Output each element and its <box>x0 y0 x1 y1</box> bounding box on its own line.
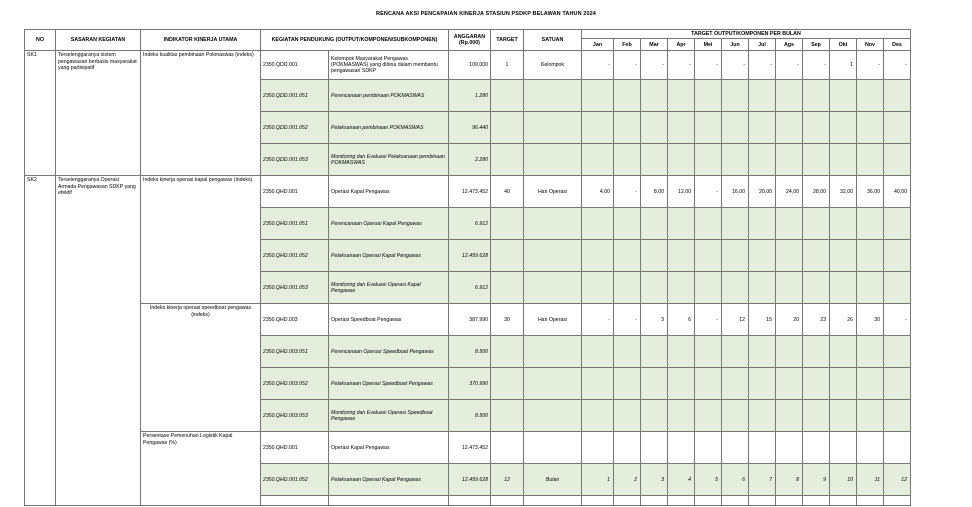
header-month: Jan <box>582 39 614 51</box>
row-month-value: - <box>614 51 641 80</box>
row-code: 2350.QHD.003.051 <box>261 336 329 368</box>
row-kegiatan: Monitoring dan Evaluasi Operasi Speedboat Pengawas <box>329 400 449 432</box>
row-indikator: Persentase Pemenuhan Logistik Kapal Pengawas (%) <box>141 432 261 506</box>
row-month-value: - <box>884 304 911 336</box>
row-anggaran: 12.473.452 <box>449 176 491 208</box>
row-month-value: 10 <box>830 464 857 496</box>
row-month-value: 12 <box>722 304 749 336</box>
row-kegiatan: Pelaksanaan pembinaan POKMASWAS <box>329 112 449 144</box>
header-month: Nov <box>857 39 884 51</box>
row-satuan: Bulan <box>524 464 582 496</box>
row-month-value: - <box>695 304 722 336</box>
row-month-value: 1 <box>582 464 614 496</box>
row-kegiatan: Pelaksanaan Operasi Kapal Pengawas <box>329 240 449 272</box>
header-month: Okt <box>830 39 857 51</box>
table-row <box>25 432 911 464</box>
row-month-value: 23 <box>803 304 830 336</box>
row-month-value: - <box>722 51 749 80</box>
row-month-value: 4 <box>668 464 695 496</box>
row-indikator: Indeks kinerja operasi kapal pengawas (indeks) <box>141 176 261 304</box>
row-month-value: 40,00 <box>884 176 911 208</box>
row-sasaran: Terselenggaranya sistem pengawasan berbasis masyarakat yang partisipatif <box>56 51 141 176</box>
row-kegiatan: Operasi Kapal Pengawas <box>329 176 449 208</box>
row-satuan: Hari Operasi <box>524 176 582 208</box>
row-kegiatan: Monitoring dan Evaluasi Pelaksanaan pembinaan POKMASWAS <box>329 144 449 176</box>
row-kegiatan: Pelaksanaan Operasi Kapal Pengawas <box>329 464 449 496</box>
row-anggaran: 8.500 <box>449 336 491 368</box>
row-target: 1 <box>491 51 524 80</box>
row-indikator: Indeks kinerja operasi speedboat pengawas (indeks) <box>141 304 261 432</box>
row-month-value: - <box>803 51 830 80</box>
row-month-value: - <box>668 51 695 80</box>
row-kegiatan: Operasi Kapal Pengawas <box>329 432 449 464</box>
row-target: 40 <box>491 176 524 208</box>
header-target: TARGET <box>491 30 524 51</box>
row-target: 12 <box>491 464 524 496</box>
header-month: Ags <box>776 39 803 51</box>
row-anggaran: 6.912 <box>449 272 491 304</box>
header-satuan: SATUAN <box>524 30 582 51</box>
row-anggaran: 100.000 <box>449 51 491 80</box>
row-anggaran: 12.459.628 <box>449 464 491 496</box>
row-anggaran: 12.473.452 <box>449 432 491 464</box>
header-month: Mei <box>695 39 722 51</box>
row-month-value: - <box>641 51 668 80</box>
row-month-value: 24,00 <box>776 176 803 208</box>
header-month: Feb <box>614 39 641 51</box>
row-month-value: 36,00 <box>857 176 884 208</box>
action-plan-table <box>24 29 911 506</box>
row-no: SK1 <box>25 51 56 176</box>
row-code: 2350.QHD.001.051 <box>261 208 329 240</box>
row-month-value: 16,00 <box>722 176 749 208</box>
header-anggaran: ANGGARAN (Rp.000) <box>449 30 491 51</box>
row-indikator: Indeks kualitas pembinaan Pokmaswas (indeks) <box>141 51 261 176</box>
row-anggaran: 8.500 <box>449 400 491 432</box>
row-anggaran: 2.280 <box>449 144 491 176</box>
header-indikator: INDIKATOR KINERJA UTAMA <box>141 30 261 51</box>
row-month-value: - <box>695 51 722 80</box>
row-month-value: 12,00 <box>668 176 695 208</box>
row-month-value: 28,00 <box>803 176 830 208</box>
row-code: 2350.QHD.001.053 <box>261 272 329 304</box>
table-row <box>25 304 911 336</box>
row-month-value: - <box>857 51 884 80</box>
row-kegiatan: Kelompok Masyarakat Pengawas (POKMASWAS) yang dibina dalam membantu pengawasan SDKP <box>329 51 449 80</box>
row-month-value: 6 <box>668 304 695 336</box>
row-kegiatan: Pelaksanaan Operasi Speedboat Pengawas <box>329 368 449 400</box>
row-code: 2350.QHD.003 <box>261 304 329 336</box>
row-anggaran: 96.440 <box>449 112 491 144</box>
row-month-value: 1 <box>830 51 857 80</box>
header-month: Sep <box>803 39 830 51</box>
row-month-value: 8,00 <box>641 176 668 208</box>
row-month-value: 26 <box>830 304 857 336</box>
row-month-value: - <box>614 304 641 336</box>
header-month: Apr <box>668 39 695 51</box>
row-month-value: - <box>614 176 641 208</box>
row-kegiatan: Perencanaan Operasi Kapal Pengawas <box>329 208 449 240</box>
row-target: 30 <box>491 304 524 336</box>
row-code: 2350.QHD.001 <box>261 432 329 464</box>
row-month-value: 5 <box>695 464 722 496</box>
header-sasaran: SASARAN KEGIATAN <box>56 30 141 51</box>
row-code: 2350.QDD.001.051 <box>261 80 329 112</box>
page-title: RENCANA AKSI PENCAPAIAN KINERJA STASIUN PSDKP BELAWAN TAHUN 2024 <box>376 11 596 17</box>
row-month-value: 8 <box>776 464 803 496</box>
row-month-value: 4,00 <box>582 176 614 208</box>
row-month-value: 9 <box>803 464 830 496</box>
row-code: 2350.QDD.001.052 <box>261 112 329 144</box>
row-month-value: 20,00 <box>749 176 776 208</box>
row-code: 2350.QHD.001.052 <box>261 464 329 496</box>
row-code: 2350.QDD.001.053 <box>261 144 329 176</box>
header-month: Jun <box>722 39 749 51</box>
row-code: 2350.QHD.001 <box>261 176 329 208</box>
row-code: 2350.QHD.003.052 <box>261 368 329 400</box>
row-month-value: - <box>776 51 803 80</box>
row-anggaran: 1.280 <box>449 80 491 112</box>
header-target-per-bulan: TARGET OUTPUT/KOMPONEN PER BULAN <box>582 30 911 39</box>
row-code: 2350.QHD.003.053 <box>261 400 329 432</box>
row-sasaran: Terselenggaranya Operasi Armada Pengawasan SDKP yang efektif <box>56 176 141 506</box>
row-code: 2350.QDD.001 <box>261 51 329 80</box>
row-kegiatan: Operasi Speedboat Pengawas <box>329 304 449 336</box>
row-month-value: - <box>582 304 614 336</box>
header-kegiatan: KEGIATAN PENDUKUNG (OUTPUT/KOMPONEN/SUBKOMPONEN) <box>261 30 449 51</box>
table-row <box>25 176 911 208</box>
row-anggaran: 6.912 <box>449 208 491 240</box>
row-month-value: 7 <box>749 464 776 496</box>
row-month-value: 15 <box>749 304 776 336</box>
row-code: 2350.QHD.001.052 <box>261 240 329 272</box>
row-kegiatan: Perencanaan pembinaan POKMASWAS <box>329 80 449 112</box>
header-month: Jul <box>749 39 776 51</box>
row-kegiatan: Perencanaan Operasi Speedboat Pengawas <box>329 336 449 368</box>
row-kegiatan: Monitoring dan Evaluasi Operasi Kapal Pengawas <box>329 272 449 304</box>
table-row <box>25 51 911 80</box>
row-month-value: 2 <box>614 464 641 496</box>
row-month-value: 3 <box>641 464 668 496</box>
row-month-value: 3 <box>641 304 668 336</box>
header-month: Des <box>884 39 911 51</box>
row-month-value: 20 <box>776 304 803 336</box>
row-satuan: Kelompok <box>524 51 582 80</box>
row-satuan: Hari Operasi <box>524 304 582 336</box>
row-month-value: 30 <box>857 304 884 336</box>
row-anggaran: 387.990 <box>449 304 491 336</box>
row-month-value: - <box>884 51 911 80</box>
row-month-value: - <box>582 51 614 80</box>
row-month-value: 32,00 <box>830 176 857 208</box>
row-month-value: 6 <box>722 464 749 496</box>
row-month-value: - <box>695 176 722 208</box>
row-anggaran: 370.990 <box>449 368 491 400</box>
row-anggaran: 12.459.628 <box>449 240 491 272</box>
row-month-value: - <box>749 51 776 80</box>
header-month: Mar <box>641 39 668 51</box>
row-no: SK2 <box>25 176 56 506</box>
row-month-value: 12 <box>884 464 911 496</box>
header-no: NO <box>25 30 56 51</box>
row-month-value: 11 <box>857 464 884 496</box>
